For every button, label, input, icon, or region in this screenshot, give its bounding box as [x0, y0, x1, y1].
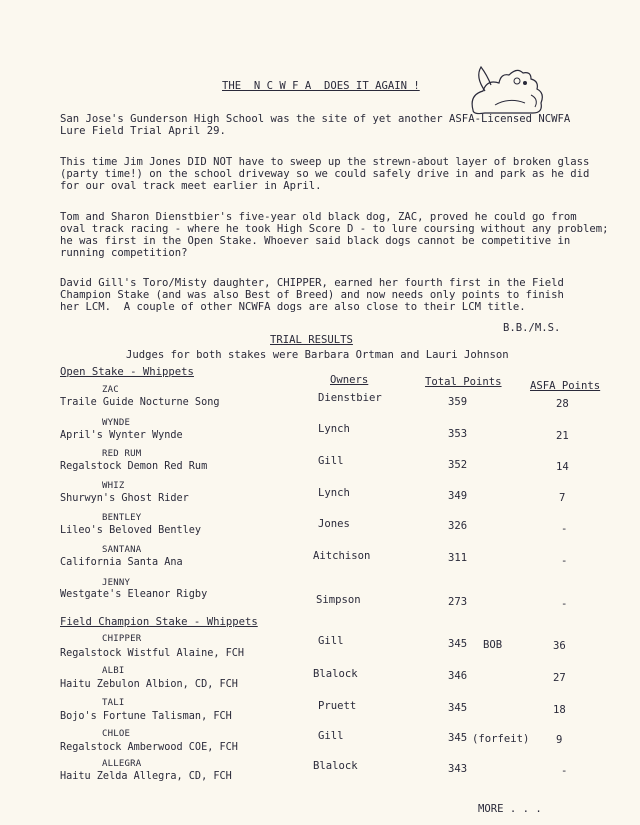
dog-asfa-points: 18 [553, 704, 566, 716]
column-owners: Owners [330, 374, 369, 386]
dog-call-name: TALI [102, 698, 125, 708]
dog-asfa-points: - [561, 765, 568, 777]
dog-call-name: RED RUM [102, 449, 142, 459]
best-of-breed-note: BOB [483, 639, 503, 651]
dog-owner: Blalock [313, 668, 358, 680]
dog-owner: Gill [318, 455, 344, 467]
dog-registered-name: Regalstock Wistful Alaine, FCH [60, 648, 245, 659]
dog-asfa-points: 36 [553, 640, 566, 652]
dog-call-name: WYNDE [102, 418, 131, 428]
paragraph-line: her LCM. A couple of other NCWFA dogs are also close to their LCM title. [60, 301, 526, 313]
dog-registered-name: April's Wynter Wynde [60, 430, 183, 441]
dog-call-name: WHIZ [102, 481, 125, 491]
dog-call-name: ZAC [102, 385, 119, 395]
dog-asfa-points: - [561, 555, 568, 567]
dog-call-name: SANTANA [102, 545, 142, 555]
dog-owner: Dienstbier [318, 392, 382, 404]
dog-call-name: JENNY [102, 578, 131, 588]
dog-call-name: CHLOE [102, 729, 131, 739]
dog-registered-name: Shurwyn's Ghost Rider [60, 493, 189, 504]
dog-total-points: 352 [448, 459, 468, 471]
dog-registered-name: California Santa Ana [60, 557, 183, 568]
signature: B.B./M.S. [503, 322, 561, 334]
dog-call-name: BENTLEY [102, 513, 142, 523]
dog-owner: Lynch [318, 423, 350, 435]
dog-registered-name: Haitu Zebulon Albion, CD, FCH [60, 679, 238, 690]
dog-owner: Jones [318, 518, 350, 530]
dog-asfa-points: 7 [559, 492, 566, 504]
dog-asfa-points: 9 [556, 734, 563, 746]
dog-total-points: 311 [448, 552, 468, 564]
paragraph-line: San Jose's Gunderson High School was the site of yet another ASFA-Licensed NCWFA [60, 113, 571, 125]
dog-total-points: 349 [448, 490, 468, 502]
article-title: THE N C W F A DOES IT AGAIN ! [222, 80, 420, 92]
dog-asfa-points: 28 [556, 398, 569, 410]
paragraph-line: This time Jim Jones DID NOT have to sweep up the strewn-about layer of broken glass [60, 156, 590, 168]
dog-registered-name: Regalstock Demon Red Rum [60, 461, 208, 472]
dog-call-name: ALBI [102, 666, 125, 676]
forfeit-note: (forfeit) [472, 733, 530, 745]
dog-asfa-points: 21 [556, 430, 569, 442]
continued-marker: MORE . . . [478, 803, 542, 815]
dog-total-points: 346 [448, 670, 468, 682]
paragraph-line: Lure Field Trial April 29. [60, 125, 226, 137]
dog-registered-name: Westgate's Eleanor Rigby [60, 589, 208, 600]
results-heading: TRIAL RESULTS [270, 334, 353, 346]
dog-total-points: 343 [448, 763, 468, 775]
column-asfa-points: ASFA Points [530, 380, 601, 392]
dog-owner: Blalock [313, 760, 358, 772]
paragraph-line: Champion Stake (and was also Best of Breed) and now needs only points to finish [60, 289, 564, 301]
dog-total-points: 345 [448, 638, 468, 650]
judges-line: Judges for both stakes were Barbara Ortman and Lauri Johnson [126, 349, 509, 361]
field-stake-heading: Field Champion Stake - Whippets [60, 616, 258, 628]
dog-asfa-points: - [561, 598, 568, 610]
dog-total-points: 345 [448, 732, 468, 744]
dog-asfa-points: 14 [556, 461, 569, 473]
dog-asfa-points: 27 [553, 672, 566, 684]
paragraph-line: for our oval track meet earlier in April. [60, 180, 322, 192]
dog-call-name: ALLEGRA [102, 759, 142, 769]
dog-registered-name: Lileo's Beloved Bentley [60, 525, 202, 536]
paragraph-line: Tom and Sharon Dienstbier's five-year old black dog, ZAC, proved he could go from [60, 211, 577, 223]
paragraph-line: (party time!) on the school driveway so we could safely drive in and park as he did [60, 168, 590, 180]
paragraph-line: he was first in the Open Stake. Whoever said black dogs cannot be competitive in [60, 235, 571, 247]
dog-owner: Lynch [318, 487, 350, 499]
dog-registered-name: Regalstock Amberwood COE, FCH [60, 742, 238, 753]
column-total-points: Total Points [425, 376, 502, 388]
dog-owner: Gill [318, 730, 344, 742]
paragraph-line: oval track racing - where he took High Score D - to lure coursing without any problem; [60, 223, 609, 235]
paragraph-line: David Gill's Toro/Misty daughter, CHIPPER, earned her fourth first in the Field [60, 277, 564, 289]
dog-call-name: CHIPPER [102, 634, 142, 644]
dog-owner: Simpson [316, 594, 361, 606]
dog-total-points: 273 [448, 596, 468, 608]
dog-total-points: 345 [448, 702, 468, 714]
paragraph-line: running competition? [60, 247, 188, 259]
rabbit-logo-icon [465, 65, 555, 120]
dog-registered-name: Bojo's Fortune Talisman, FCH [60, 711, 232, 722]
open-stake-heading: Open Stake - Whippets [60, 366, 194, 378]
dog-asfa-points: - [561, 523, 568, 535]
dog-registered-name: Haitu Zelda Allegra, CD, FCH [60, 771, 232, 782]
dog-total-points: 353 [448, 428, 468, 440]
dog-owner: Aitchison [313, 550, 371, 562]
dog-owner: Gill [318, 635, 344, 647]
dog-owner: Pruett [318, 700, 357, 712]
dog-total-points: 359 [448, 396, 468, 408]
dog-total-points: 326 [448, 520, 468, 532]
dog-registered-name: Traile Guide Nocturne Song [60, 397, 220, 408]
